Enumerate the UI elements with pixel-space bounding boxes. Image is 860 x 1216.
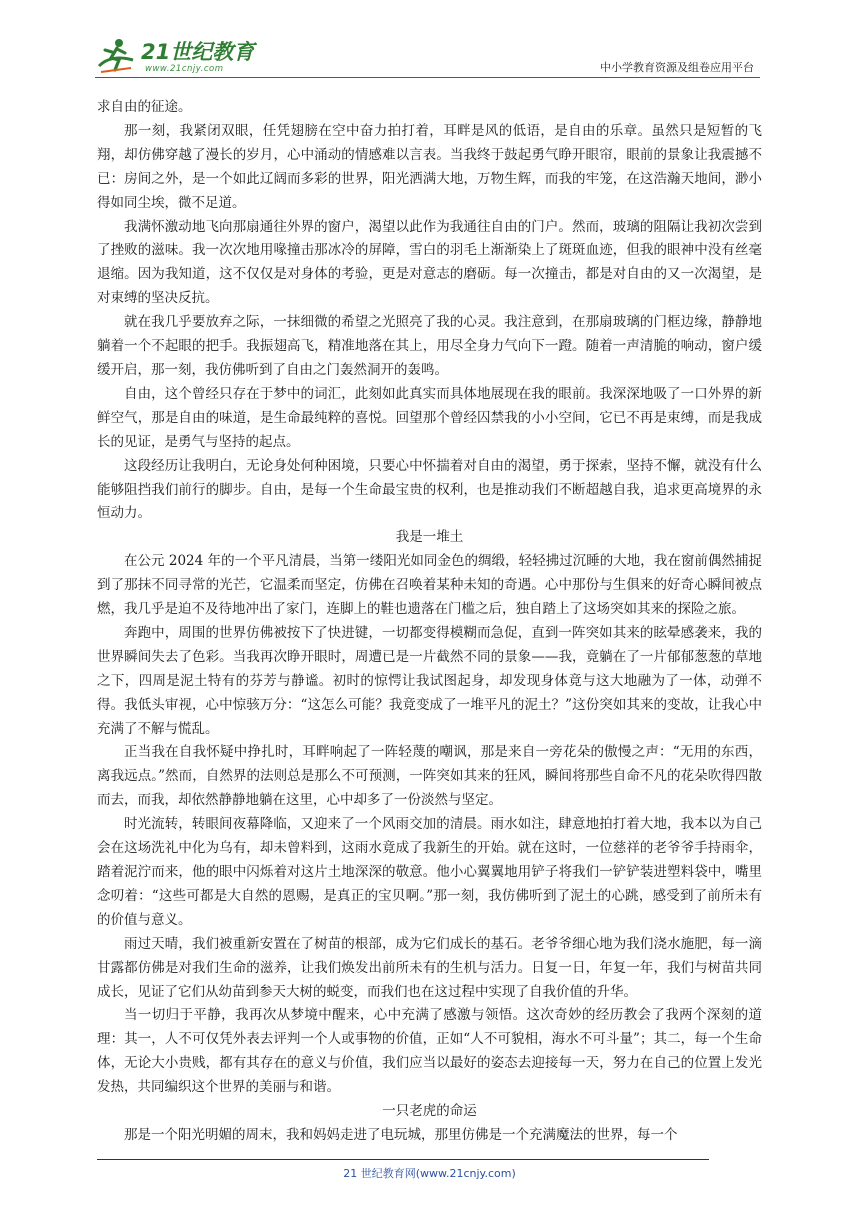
platform-name: 中小学教育资源及组卷应用平台 [600, 61, 754, 74]
paragraph: 就在我几乎要放弃之际，一抹细微的希望之光照亮了我的心灵。我注意到，在那扇玻璃的门框边缘，静静地躺着一个不起眼的把手。我振翅高飞，精准地落在其上，用尽全身力气向下一蹬。随着一声清脆的响动，窗户缓缓开启，那一刻，我仿佛听到了自由之门轰然洞开的轰鸣。 [97, 314, 762, 378]
runner-logo-icon [95, 36, 137, 76]
paragraph: 自由，这个曾经只存在于梦中的词汇，此刻如此真实而具体地展现在我的眼前。我深深地吸了一口外界的新鲜空气，那是自由的味道，是生命最纯粹的喜悦。回望那个曾经囚禁我的小小空间，它已不再是束缚，而是我成长的见证，是勇气与坚持的起点。 [97, 385, 762, 450]
section-title: 我是一堆土 [395, 529, 464, 546]
paragraph: 求自由的征途。 [97, 99, 192, 115]
site-logo[interactable] [95, 34, 275, 80]
paragraph: 这段经历让我明白，无论身处何种困境，只要心中怀揣着对自由的渴望，勇于探索，坚持不懈，就没有什么能够阻挡我们前行的脚步。自由，是每一个生命最宝贵的权利，也是推动我们不断超越自我，追求更高境界的永恒动力。 [97, 457, 762, 522]
paragraph: 我满怀激动地飞向那扇通往外界的窗户，渴望以此作为我通往自由的门户。然而，玻璃的阻隔让我初次尝到了挫败的滋味。我一次次地用喙撞击那冰冷的屏障，雪白的羽毛上渐渐染上了斑斑血迹，但我的眼神中没有丝毫退缩。因为我知道，这不仅仅是对身体的考验，更是对意志的磨砺。每一次撞击，都是对自由的又一次渴望，是对束缚的坚决反抗。 [97, 218, 762, 307]
logo-text: 21世纪教育 [141, 40, 255, 64]
paragraph: 当一切归于平静，我再次从梦境中醒来，心中充满了感激与领悟。这次奇妙的经历教会了我两个深刻的道理：其一，人不可仅凭外表去评判一个人或事物的价值，正如“人不可貌相，海水不可斗量”；其二，每一个生命体，无论大小贵贱，都有其存在的意义与价值，我们应当以最好的姿态去迎接每一天，努力在自己的位置上发光发热，共同编织这个世界的美丽与和谐。 [97, 1007, 762, 1096]
footer-divider [97, 1159, 709, 1160]
paragraph: 时光流转，转眼间夜幕降临，又迎来了一个风雨交加的清晨。雨水如注，肆意地拍打着大地，我本以为自己会在这场洗礼中化为乌有，却未曾料到，这雨水竟成了我新生的开始。就在这时，一位慈祥的老爷爷手持雨伞，踏着泥泞而来，他的眼中闪烁着对这片土地深深的敬意。他小心翼翼地用铲子将我们一铲铲装进塑料袋中，嘴里念叨着：“这些可都是大自然的恩赐，是真正的宝贝啊。”那一刻，我仿佛听到了泥土的心跳，感受到了前所未有的价值与意义。 [97, 816, 762, 928]
document-body [97, 96, 762, 1148]
paragraph: 雨过天晴，我们被重新安置在了树苗的根部，成为它们成长的基石。老爷爷细心地为我们浇水施肥，每一滴甘露都仿佛是对我们生命的滋养，让我们焕发出前所未有的生机与活力。日复一日，年复一年，我们与树苗共同成长，见证了它们从幼苗到参天大树的蜕变，而我们也在这过程中实现了自我价值的升华。 [97, 935, 762, 1000]
header-divider [95, 77, 760, 78]
logo-url: www.21cnjy.com [145, 64, 224, 74]
section-title: 一只老虎的命运 [382, 1103, 477, 1120]
page-header [95, 34, 760, 84]
paragraph: 在公元 2024 年的一个平凡清晨，当第一缕阳光如同金色的绸缎，轻轻拂过沉睡的大地，我在窗前偶然捕捉到了那抹不同寻常的光芒，它温柔而坚定，仿佛在召唤着某种未知的奇遇。心中那份与生俱来的好奇心瞬间被点燃，我几乎是迫不及待地冲出了家门，连脚上的鞋也遗落在门槛之后，独自踏上了这场突如其来的探险之旅。 [97, 553, 762, 618]
footer-text[interactable]: 21 世纪教育网(www.21cnjy.com) [343, 1167, 516, 1180]
paragraph: 奔跑中，周围的世界仿佛被按下了快进键，一切都变得模糊而急促，直到一阵突如其来的眩晕感袭来，我的世界瞬间失去了色彩。当我再次睁开眼时，周遭已是一片截然不同的景象——我，竟躺在了一片郁郁葱葱的草地之下，四周是泥土特有的芬芳与静谧。初时的惊愕让我试图起身，却发现身体竟与这大地融为了一体，动弹不得。我低头审视，心中惊骇万分：“这怎么可能？我竟变成了一堆平凡的泥土？”这份突如其来的变故，让我心中充满了不解与慌乱。 [97, 624, 762, 737]
paragraph: 正当我在自我怀疑中挣扎时，耳畔响起了一阵轻蔑的嘲讽，那是来自一旁花朵的傲慢之声：“无用的东西，离我远点。”然而，自然界的法则总是那么不可预测，一阵突如其来的狂风，瞬间将那些自命不凡的花朵吹得四散而去，而我，却依然静静地躺在这里，心中却多了一份淡然与坚定。 [97, 744, 762, 809]
paragraph: 那是一个阳光明媚的周末，我和妈妈走进了电玩城，那里仿佛是一个充满魔法的世界，每一个 [124, 1126, 678, 1143]
paragraph: 那一刻，我紧闭双眼，任凭翅膀在空中奋力拍打着，耳畔是风的低语，是自由的乐章。虽然只是短暂的飞翔，却仿佛穿越了漫长的岁月，心中涌动的情感难以言表。当我终于鼓起勇气睁开眼帘，眼前的景象让我震撼不已：房间之外，是一个如此辽阔而多彩的世界，阳光洒满大地，万物生辉，而我的牢笼，在这浩瀚天地间，渺小得如同尘埃，微不足道。 [97, 122, 762, 211]
